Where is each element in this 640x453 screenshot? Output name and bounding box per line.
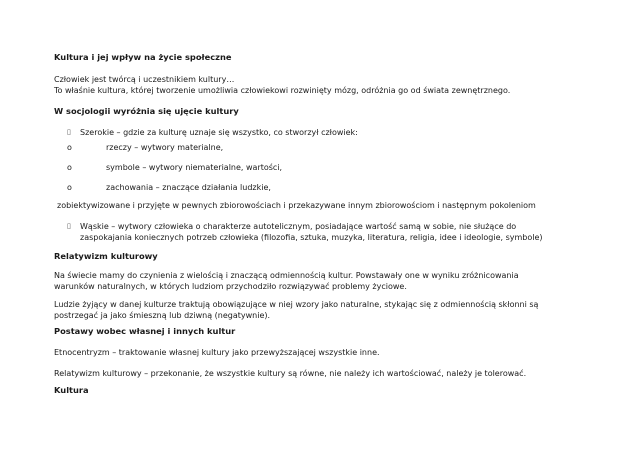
circle-bullet-icon: o — [67, 163, 72, 172]
intro-line-1: Człowiek jest twórcą i uczestnikiem kultury… — [54, 75, 235, 84]
para2-line-1: Ludzie żyjący w danej kulturze traktują obowiązujące w niej wzory jako naturalne, stykając się z odmiennością skłonni są — [54, 300, 539, 309]
para2-line-2: postrzegać ja jako śmieszną lub dziwną (negatywnie). — [54, 311, 271, 320]
square-bullet-icon: ▯ — [67, 222, 71, 230]
para1-line-1: Na świecie mamy do czynienia z wielością i znaczącą odmiennością kultur. Powstawały one w wyniku zróżnicowania — [54, 271, 519, 280]
etnocentryzm-line: Etnocentryzm – traktowanie własnej kultury jako przewyższającej wszystkie inne. — [54, 348, 380, 357]
heading-postawy: Postawy wobec własnej i innych kultur — [54, 326, 236, 336]
sub-item-symbole: symbole – wytwory niematerialne, wartości, — [106, 163, 283, 172]
waskie-line-2: zaspokajania koniecznych potrzeb człowieka (filozofia, sztuka, muzyka, literatura, religia, idee i ideologie, symbole) — [80, 233, 543, 242]
heading-relatywizm: Relatywizm kulturowy — [54, 251, 158, 261]
intro-line-2: To właśnie kultura, której tworzenie umożliwia człowiekowi rozwinięty mózg, odróżnia go od świata zewnętrznego. — [54, 86, 511, 95]
circle-bullet-icon: o — [67, 183, 72, 192]
szerokie-item: Szerokie – gdzie za kulturę uznaje się wszystko, co stworzył człowiek: — [80, 128, 358, 137]
heading-kultura: Kultura — [54, 385, 89, 395]
heading-kultura-wplyw: Kultura i jej wpływ na życie społeczne — [54, 52, 232, 62]
circle-bullet-icon: o — [67, 143, 72, 152]
waskie-line-1: Wąskie – wytwory człowieka o charakterze autotelicznym, posiadające wartość samą w sobie, nie służące do — [80, 222, 517, 231]
zobiektywizowane-line: zobiektywizowane i przyjęte w pewnych zbiorowościach i przekazywane innym zbiorowościom i następnym pokoleniom — [57, 201, 536, 210]
heading-socjologia: W socjologii wyróżnia się ujęcie kultury — [54, 106, 239, 116]
para1-line-2: warunków naturalnych, w których ludziom przychodziło rozwiązywać problemy życiowe. — [54, 282, 407, 291]
sub-item-zachowania: zachowania – znaczące działania ludzkie, — [106, 183, 271, 192]
relatywizm-line: Relatywizm kulturowy – przekonanie, że wszystkie kultury są równe, nie należy ich wartościować, należy je tolerować. — [54, 369, 527, 378]
sub-item-rzeczy: rzeczy – wytwory materialne, — [106, 143, 224, 152]
square-bullet-icon: ▯ — [67, 128, 71, 136]
